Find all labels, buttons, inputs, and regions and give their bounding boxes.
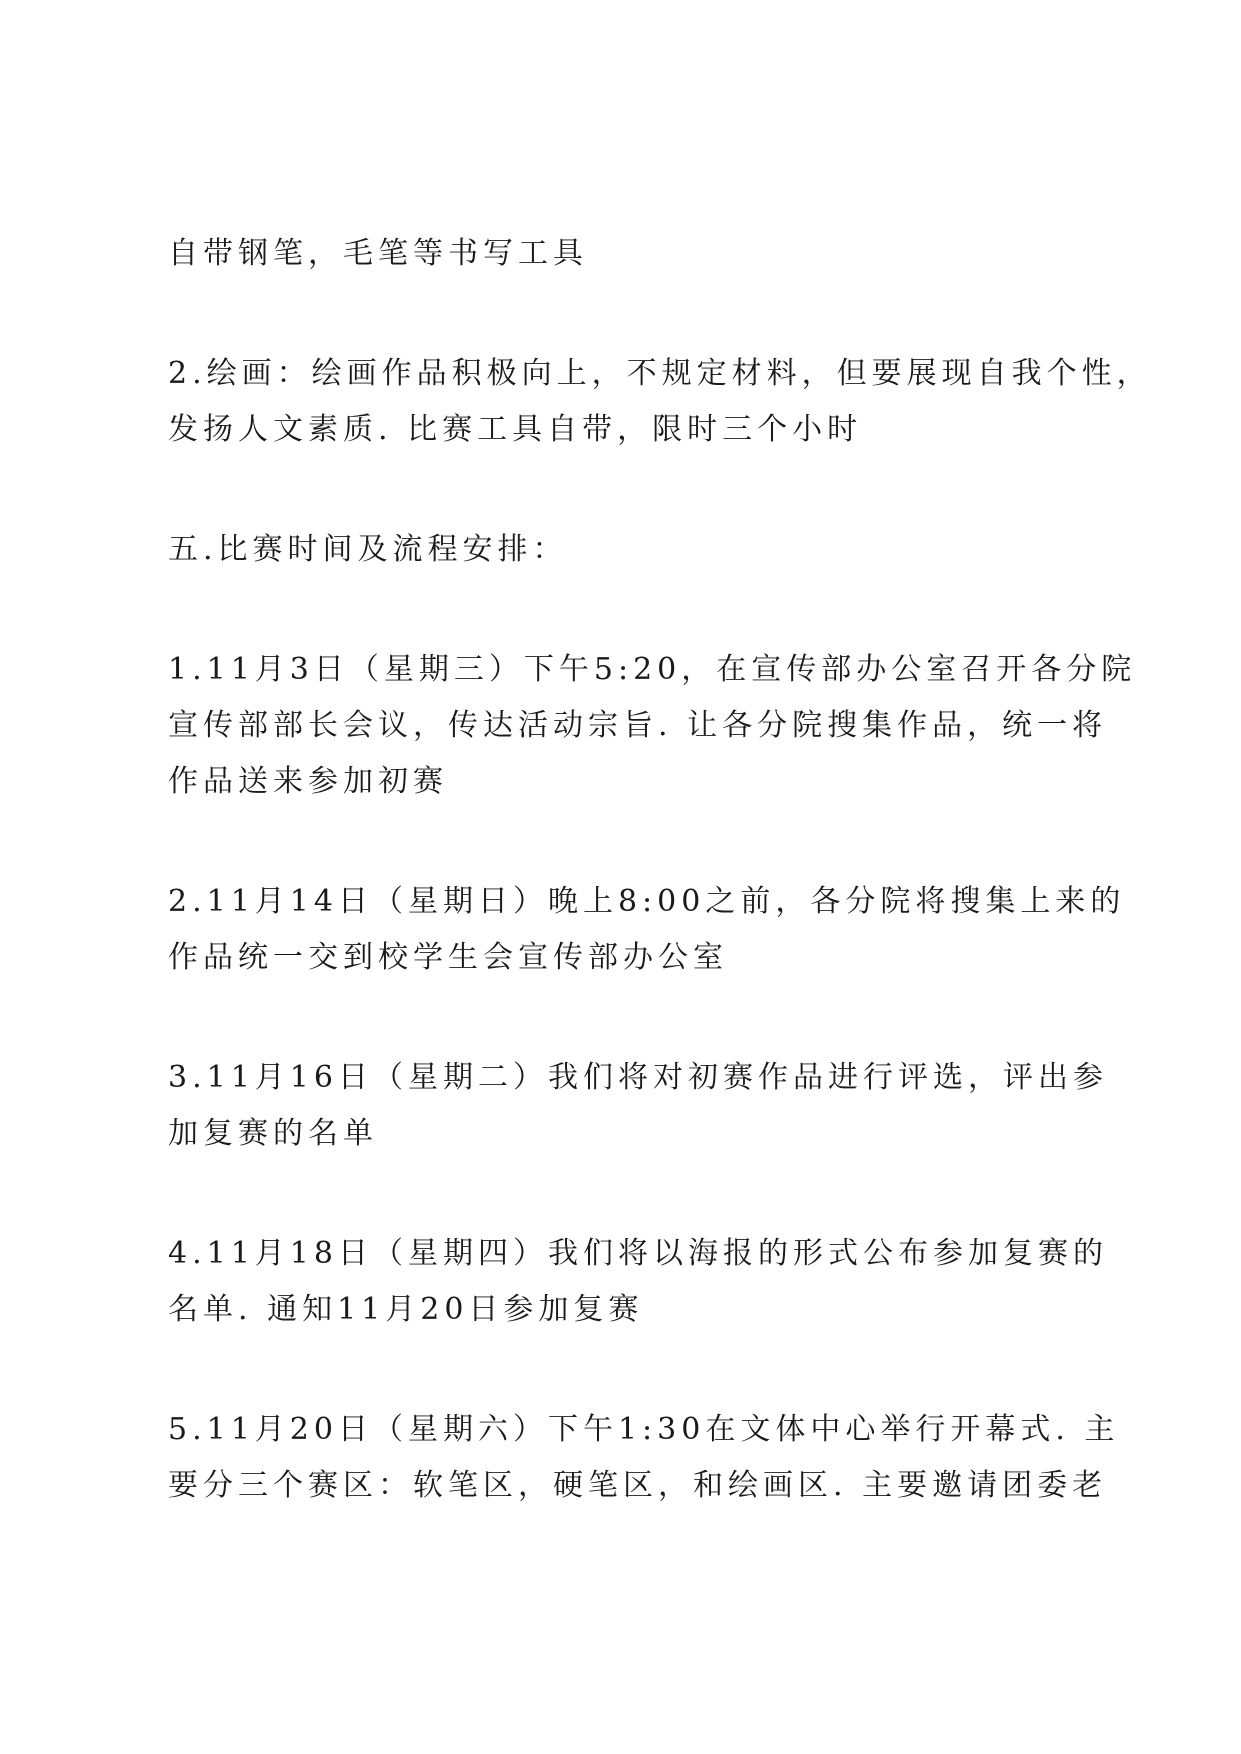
section-heading-schedule (168, 522, 1088, 578)
document-body (168, 226, 1152, 1578)
text-line: 自带钢笔，毛笔等书写工具 (168, 236, 588, 271)
paragraph-writing-tools (168, 226, 1088, 282)
text-line: 发扬人文素质. 比赛工具自带，限时三个小时 (168, 412, 863, 447)
schedule-item-4 (168, 1226, 1108, 1338)
schedule-item-1 (168, 642, 1137, 810)
schedule-item-2 (168, 874, 1126, 986)
text-line: 1.11月3日（星期三）下午5:20，在宣传部办公室召开各分院 (168, 652, 1137, 687)
text-line: 4.11月18日（星期四）我们将以海报的形式公布参加复赛的 (168, 1236, 1108, 1271)
section-heading: 五.比赛时间及流程安排： (168, 532, 568, 567)
text-line: 名单. 通知11月20日参加复赛 (168, 1292, 644, 1327)
text-line: 2.绘画：绘画作品积极向上，不规定材料，但要展现自我个性， (168, 356, 1152, 391)
text-line: 加复赛的名单 (168, 1116, 378, 1151)
paragraph-painting-rules (168, 346, 1152, 458)
text-line: 5.11月20日（星期六）下午1:30在文体中心举行开幕式. 主 (168, 1412, 1120, 1447)
text-line: 宣传部部长会议，传达活动宗旨. 让各分院搜集作品，统一将 (168, 708, 1108, 743)
schedule-item-5 (168, 1402, 1120, 1514)
text-line: 2.11月14日（星期日）晚上8:00之前，各分院将搜集上来的 (168, 884, 1126, 919)
text-line: 3.11月16日（星期二）我们将对初赛作品进行评选，评出参 (168, 1060, 1108, 1095)
text-line: 要分三个赛区：软笔区，硬笔区，和绘画区. 主要邀请团委老 (168, 1468, 1108, 1503)
text-line: 作品统一交到校学生会宣传部办公室 (168, 940, 728, 975)
text-line: 作品送来参加初赛 (168, 764, 448, 799)
schedule-item-3 (168, 1050, 1108, 1162)
